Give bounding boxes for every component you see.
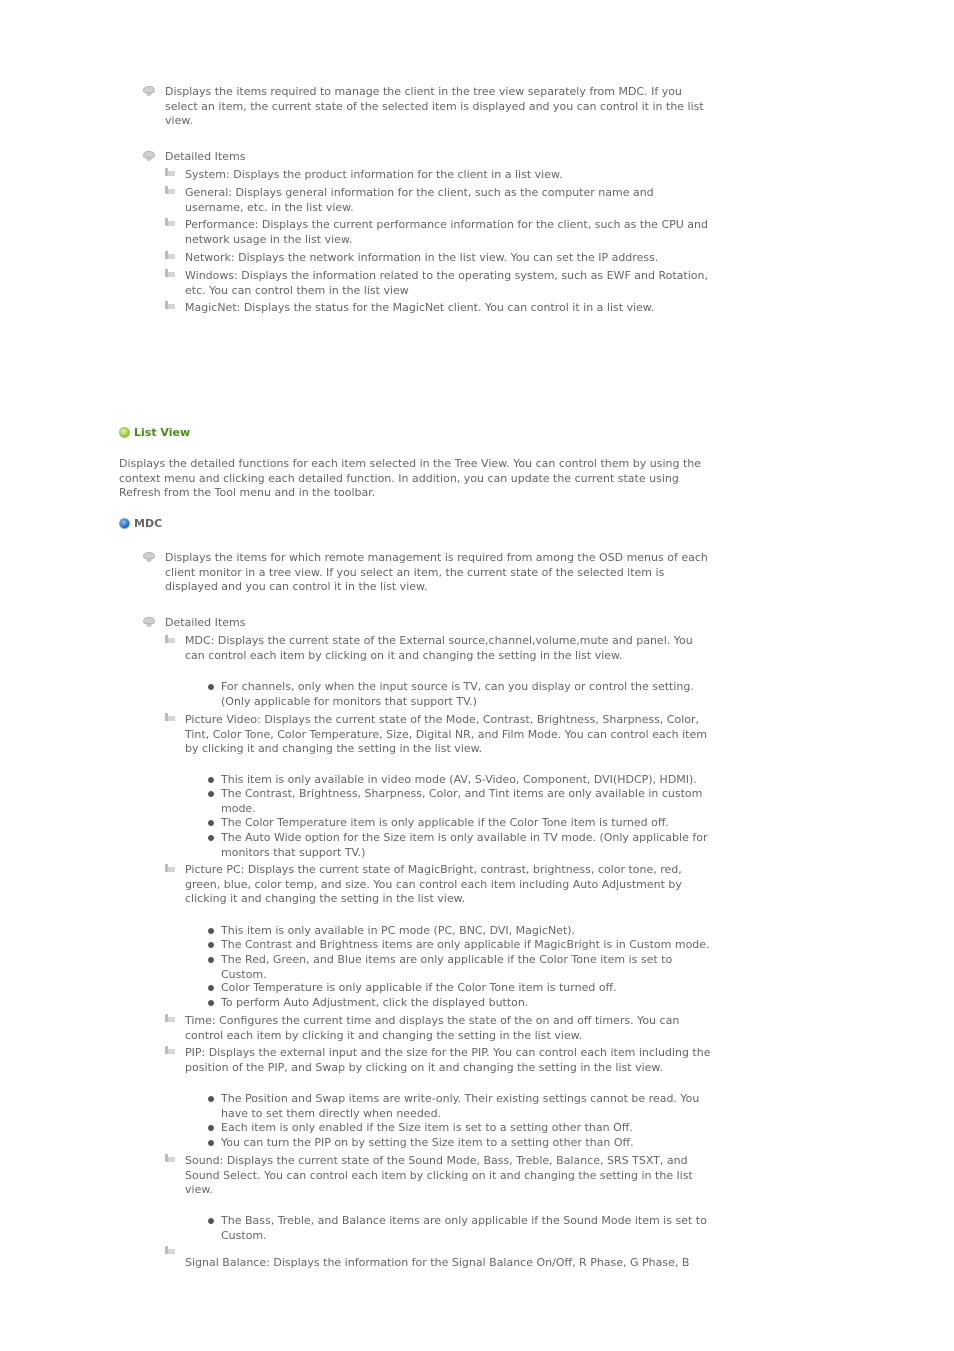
list-item: Picture PC: Displays the current state of MagicBright, contrast, brightness, color tone, red, green, blue, color temp, and size. You can control each item including Auto Adjustment by clicking it and changing the setting in the list view. <box>185 863 682 905</box>
list-item: Network: Displays the network information in the list view. You can set the IP address. <box>185 251 659 264</box>
note-item: For channels, only when the input source is TV, can you display or control the setting. (Only applicable for monitors that support TV.) <box>221 680 694 708</box>
sub-bullet-icon <box>165 218 175 226</box>
dot-bullet-icon <box>208 928 214 934</box>
note-item: The Contrast, Brightness, Sharpness, Color, and Tint items are only available in custom mode. <box>221 787 703 815</box>
note-item: This item is only available in PC mode (PC, BNC, DVI, MagicNet). <box>221 924 576 937</box>
list-item: Windows: Displays the information related to the operating system, such as EWF and Rotation, etc. You can control them in the list view <box>185 269 708 297</box>
list-item: Picture Video: Displays the current state of the Mode, Contrast, Brightness, Sharpness, Color, Tint, Color Tone, Color Temperature, Size, Digital NR, and Film Mode. You can control each item by clicking it and changing the setting in the list view. <box>185 713 707 755</box>
tree-intro: Displays the items required to manage the client in the tree view separately from MDC. If you select an item, the current state of the selected item is displayed and you can control it in the list view. <box>165 85 704 127</box>
list-item: Signal Balance: Displays the information for the Signal Balance On/Off, R Phase, G Phase, B <box>185 1256 690 1269</box>
sub-bullet-icon <box>165 864 175 872</box>
bullet-icon <box>143 552 155 562</box>
note-item: This item is only available in video mode (AV, S-Video, Component, DVI(HDCP), HDMI). <box>221 773 697 786</box>
bullet-icon <box>143 617 155 627</box>
blue-bullet-icon <box>119 518 130 529</box>
dot-bullet-icon <box>208 942 214 948</box>
dot-bullet-icon <box>208 957 214 963</box>
list-item: Sound: Displays the current state of the Sound Mode, Bass, Treble, Balance, SRS TSXT, and Sound Select. You can control each item by clicking on it and changing the setting in the list view. <box>185 1154 693 1196</box>
dot-bullet-icon <box>208 791 214 797</box>
dot-bullet-icon <box>208 1000 214 1006</box>
dot-bullet-icon <box>208 1125 214 1131</box>
note-item: Each item is only enabled if the Size item is set to a setting other than Off. <box>221 1121 633 1134</box>
dot-bullet-icon <box>208 835 214 841</box>
note-item: The Contrast and Brightness items are only applicable if MagicBright is in Custom mode. <box>221 938 710 951</box>
list-item: General: Displays general information for the client, such as the computer name and username, etc. in the list view. <box>185 186 654 214</box>
sub-bullet-icon <box>165 251 175 259</box>
bullet-icon <box>143 86 155 96</box>
note-item: The Bass, Treble, and Balance items are only applicable if the Sound Mode item is set to Custom. <box>221 1214 707 1242</box>
note-item: The Position and Swap items are write-only. Their existing settings cannot be read. You have to set them directly when needed. <box>221 1092 700 1120</box>
list-item: Time: Configures the current time and displays the state of the on and off timers. You can control each item by clicking it and changing the setting in the list view. <box>185 1014 680 1042</box>
green-bullet-icon <box>119 427 130 438</box>
sub-bullet-icon <box>165 713 175 721</box>
dot-bullet-icon <box>208 1218 214 1224</box>
dot-bullet-icon <box>208 1140 214 1146</box>
mdc-intro: Displays the items for which remote management is required from among the OSD menus of each client monitor in a tree view. If you select an item, the current state of the selected item is displayed and you can control it in the list view. <box>165 551 708 593</box>
note-item: Color Temperature is only applicable if the Color Tone item is turned off. <box>221 981 617 994</box>
sub-bullet-icon <box>165 269 175 277</box>
note-item: To perform Auto Adjustment, click the displayed button. <box>221 996 529 1009</box>
list-view-description: Displays the detailed functions for each item selected in the Tree View. You can control them by using the context menu and clicking each detailed function. In addition, you can update the current state using Refresh from the Tool menu and in the toolbar. <box>119 457 702 499</box>
sub-bullet-icon <box>165 168 175 176</box>
note-item: The Auto Wide option for the Size item is only available in TV mode. (Only applicable for monitors that support TV.) <box>221 831 708 859</box>
list-view-heading: List View <box>134 426 191 439</box>
sub-bullet-icon <box>165 1014 175 1022</box>
list-item: PIP: Displays the external input and the size for the PIP. You can control each item including the position of the PIP, and Swap by clicking on it and changing the setting in the list view. <box>185 1046 711 1074</box>
dot-bullet-icon <box>208 684 214 690</box>
note-item: You can turn the PIP on by setting the Size item to a setting other than Off. <box>221 1136 634 1149</box>
dot-bullet-icon <box>208 985 214 991</box>
mdc-heading: MDC <box>134 517 163 530</box>
dot-bullet-icon <box>208 1096 214 1102</box>
sub-bullet-icon <box>165 1154 175 1162</box>
sub-bullet-icon <box>165 635 175 643</box>
list-item: Performance: Displays the current performance information for the client, such as the CPU and network usage in the list view. <box>185 218 709 246</box>
detailed-items-label: Detailed Items <box>165 616 246 629</box>
list-item: System: Displays the product information for the client in a list view. <box>185 168 563 181</box>
sub-bullet-icon <box>165 186 175 194</box>
detailed-items-label: Detailed Items <box>165 150 246 163</box>
dot-bullet-icon <box>208 777 214 783</box>
sub-bullet-icon <box>165 1046 175 1054</box>
list-item: MDC: Displays the current state of the External source,channel,volume,mute and panel. You can control each item by clicking on it and changing the setting in the list view. <box>185 634 693 662</box>
list-item: MagicNet: Displays the status for the MagicNet client. You can control it in a list view. <box>185 301 655 314</box>
note-item: The Red, Green, and Blue items are only applicable if the Color Tone item is set to Custom. <box>221 953 673 981</box>
sub-bullet-icon <box>165 1246 175 1254</box>
sub-bullet-icon <box>165 301 175 309</box>
note-item: The Color Temperature item is only applicable if the Color Tone item is turned off. <box>221 816 669 829</box>
bullet-icon <box>143 151 155 161</box>
dot-bullet-icon <box>208 820 214 826</box>
